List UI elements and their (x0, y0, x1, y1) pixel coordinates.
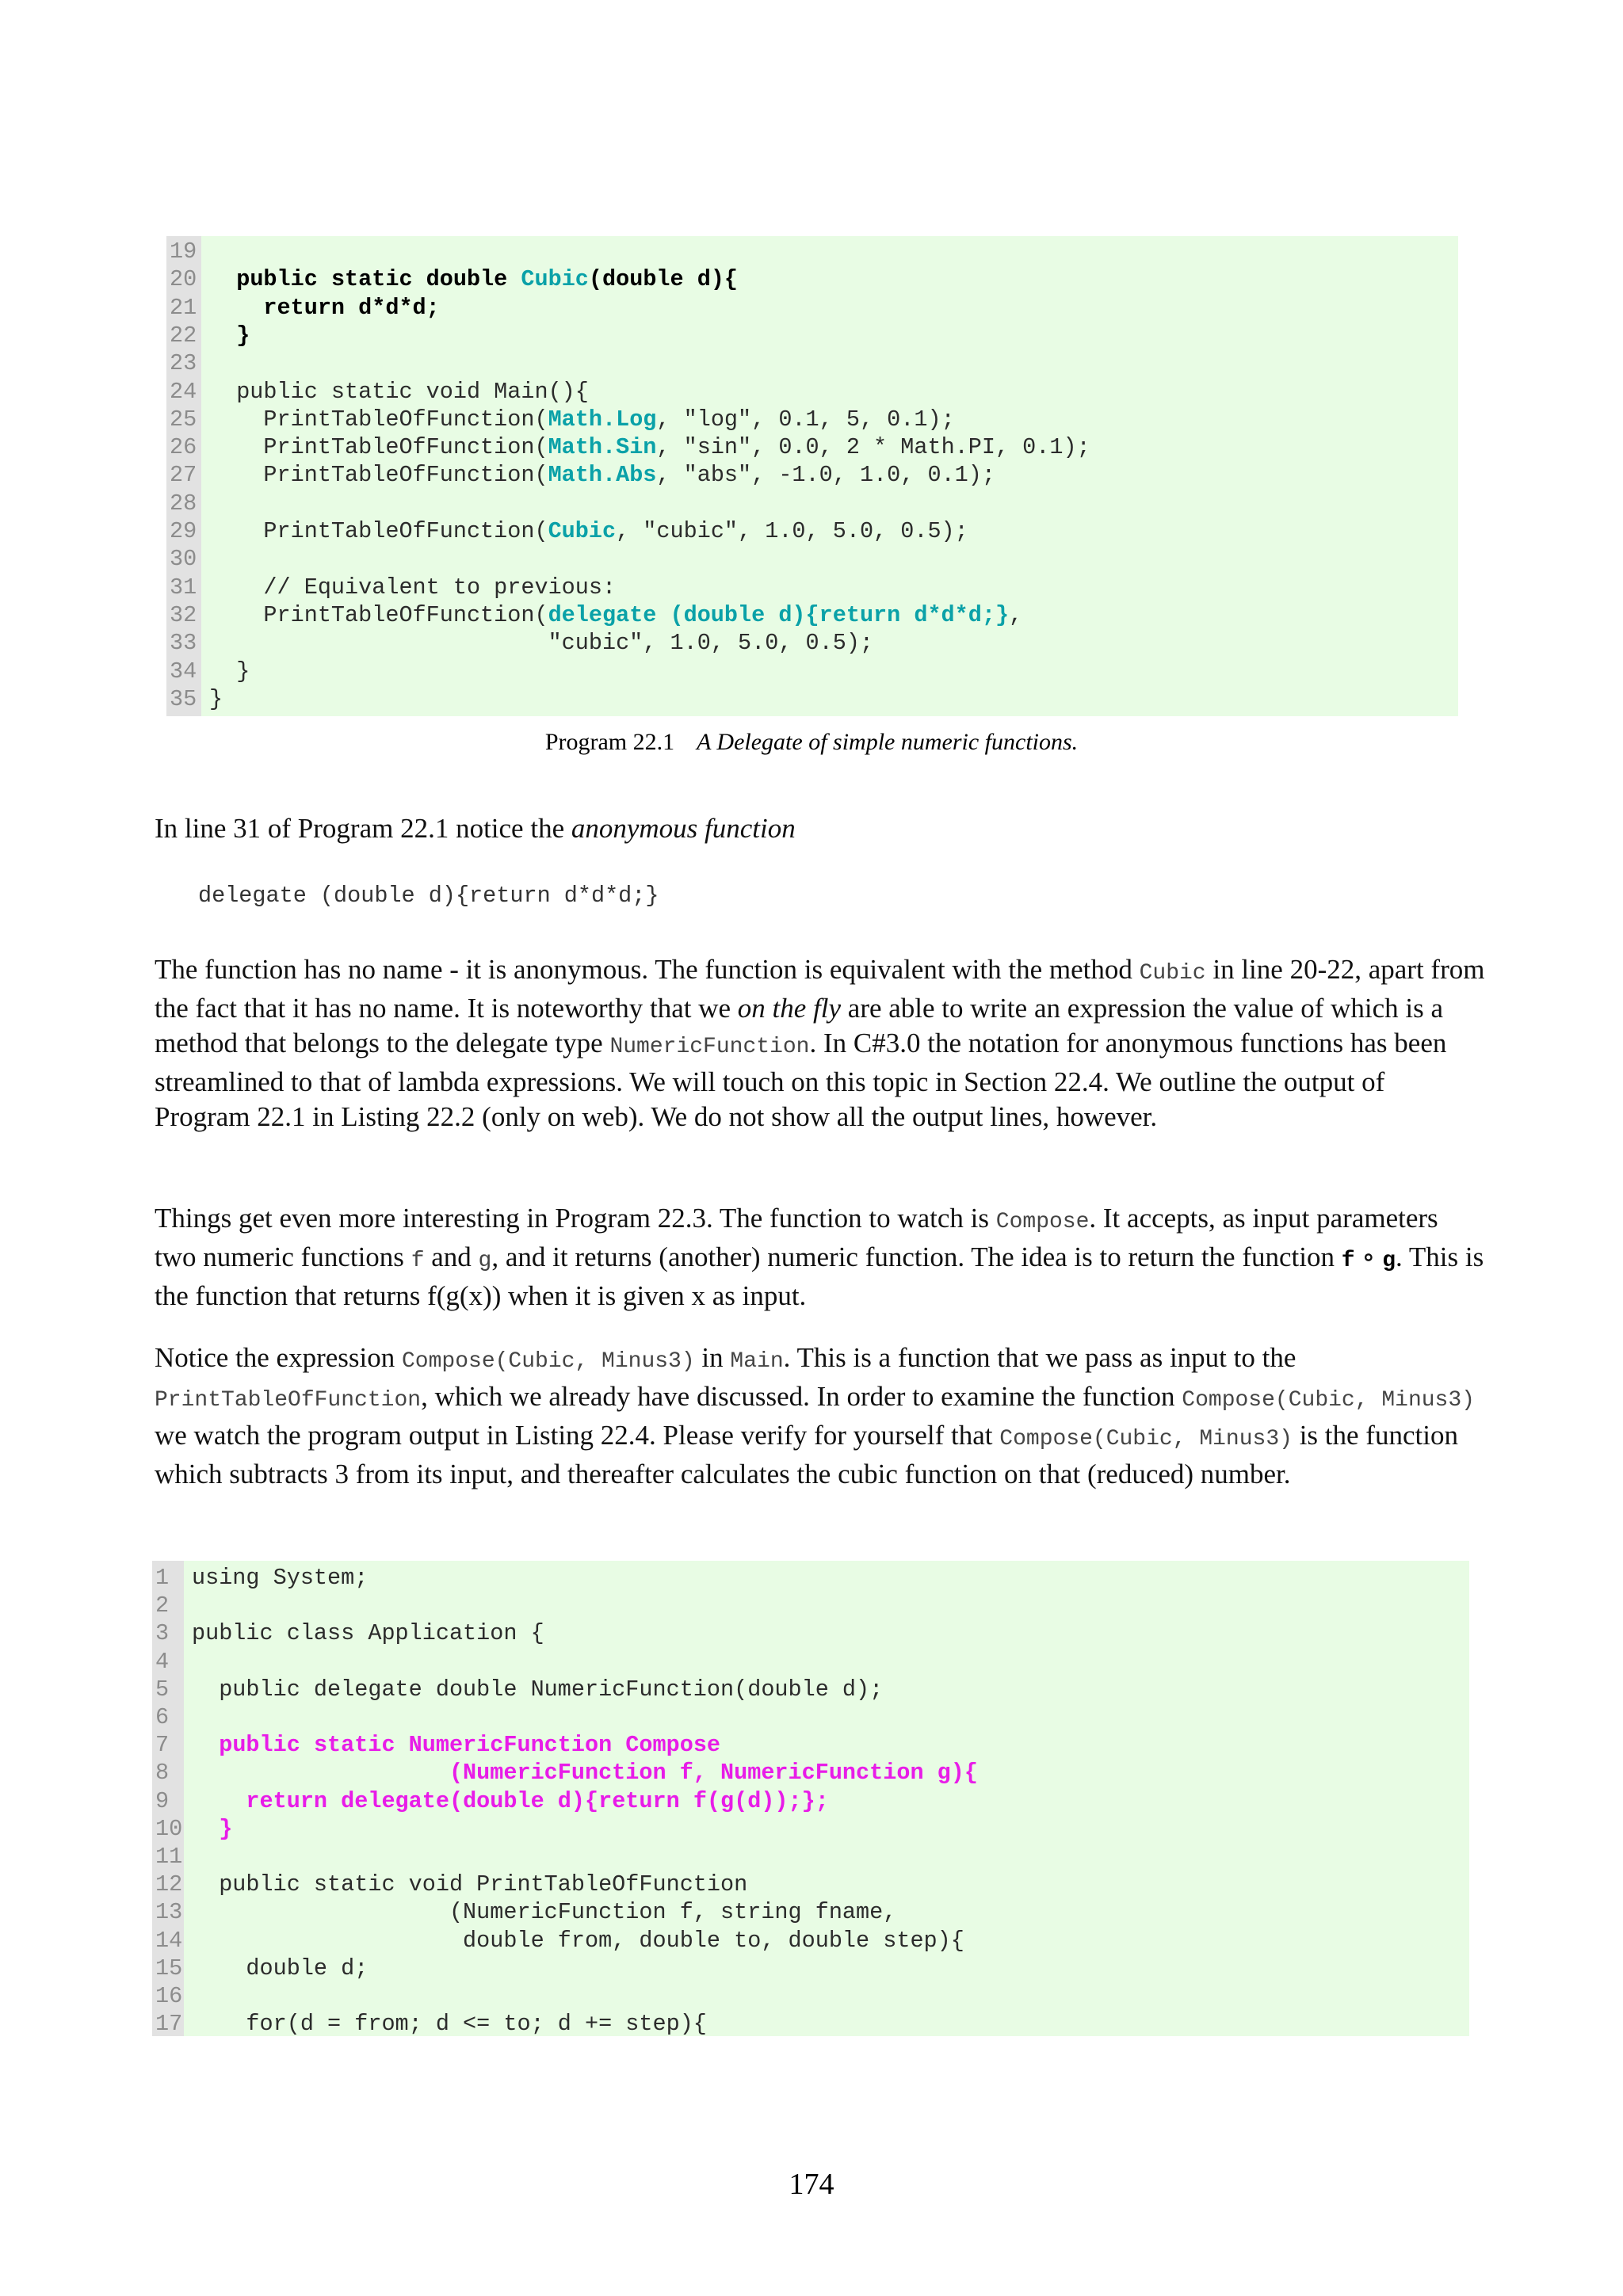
inline-code: Compose(Cubic, Minus3) (402, 1349, 695, 1374)
inline-code: PrintTableOfFunction (155, 1388, 422, 1413)
code-line (166, 461, 1458, 489)
code-text (192, 1759, 978, 1787)
inline-code-bold: g (1382, 1249, 1396, 1273)
text: Things get even more interesting in Program 22.3. The function to watch is (155, 1203, 996, 1234)
code-text (192, 1871, 747, 1898)
code-token: , "sin", 0.0, 2 * Math.PI, 0.1); (656, 434, 1090, 461)
code-listing-program-22-3 (152, 1561, 1469, 2036)
code-line (152, 1843, 1469, 1871)
code-line (166, 322, 1458, 349)
inline-code: g (478, 1249, 492, 1273)
inline-code-bold: f (1341, 1249, 1355, 1273)
line-number: 10 (155, 1815, 183, 1842)
code-token: return d*d*d; (263, 294, 440, 321)
code-text (192, 1619, 544, 1647)
code-token (209, 322, 236, 349)
text: we watch the program output in Listing 22.4. Please verify for yourself that (155, 1420, 1000, 1451)
code-line (152, 1759, 1469, 1787)
code-token: Math.Sin (548, 434, 657, 461)
line-number: 4 (155, 1648, 170, 1675)
code-token: , "log", 0.1, 5, 0.1); (656, 406, 955, 433)
code-text (209, 433, 1090, 461)
inline-code: Main (730, 1349, 784, 1374)
code-text (209, 517, 968, 545)
code-token: PrintTableOfFunction( (209, 462, 548, 489)
text: , and it returns (another) numeric function. The idea is to return the function (491, 1241, 1342, 1272)
code-line (152, 1619, 1469, 1647)
line-number: 9 (155, 1787, 170, 1814)
line-number: 35 (170, 685, 197, 712)
code-text (209, 461, 995, 489)
code-token: PrintTableOfFunction( (209, 406, 548, 433)
code-token: public class Application { (192, 1620, 544, 1647)
code-token: public static void Main(){ (209, 378, 589, 405)
code-line (166, 574, 1458, 601)
text: and (424, 1241, 479, 1272)
code-text (209, 406, 955, 433)
code-line (166, 545, 1458, 573)
line-number: 19 (170, 238, 197, 265)
code-token: , "cubic", 1.0, 5.0, 0.5); (616, 518, 968, 544)
code-text (192, 1898, 896, 1926)
line-number: 6 (155, 1704, 170, 1730)
text: . This is the function that returns f(g(x)) when it is given x as input. (155, 1241, 1484, 1311)
code-token: (NumericFunction f, NumericFunction g){ (449, 1760, 978, 1787)
italic-term: on the fly (737, 993, 842, 1024)
code-line (152, 1676, 1469, 1703)
code-token: public static NumericFunction Compose (219, 1732, 721, 1759)
code-token: } (219, 1815, 233, 1842)
code-token: } (209, 685, 223, 712)
code-token: } (236, 322, 250, 349)
code-text (209, 685, 223, 713)
code-token (209, 295, 263, 321)
code-token: public static double (236, 266, 521, 293)
line-number: 16 (155, 1983, 183, 2009)
text: In line 31 of Program 22.1 notice the (155, 813, 571, 844)
paragraph-compose-intro (155, 1201, 1486, 1314)
line-number: 32 (170, 601, 197, 628)
code-token: "cubic", 1.0, 5.0, 0.5); (209, 630, 874, 657)
inline-code: Compose(Cubic, Minus3) (1182, 1388, 1475, 1413)
line-number: 3 (155, 1620, 170, 1647)
code-text (192, 1927, 964, 1955)
code-line (152, 1815, 1469, 1843)
line-number: 33 (170, 630, 197, 657)
code-line (152, 1898, 1469, 1926)
line-number: 8 (155, 1760, 170, 1787)
code-token: double from, double to, double step){ (192, 1927, 964, 1954)
code-line (166, 601, 1458, 629)
line-number: 17 (155, 2011, 183, 2038)
code-text (192, 1676, 883, 1703)
code-token: , (1009, 601, 1023, 628)
code-line (152, 1955, 1469, 1982)
code-token: for(d = from; d <= to; d += step){ (192, 2011, 707, 2038)
line-number: 12 (155, 1871, 183, 1898)
line-number: 31 (170, 574, 197, 601)
code-line (152, 1648, 1469, 1676)
code-line (166, 378, 1458, 406)
code-text (209, 601, 1022, 629)
code-text (192, 1815, 232, 1843)
paragraph-anonymous-function-intro (155, 811, 1486, 846)
code-text (209, 294, 440, 322)
code-token: PrintTableOfFunction( (209, 601, 548, 628)
text: . In C#3.0 the notation for anonymous functions has been streamlined to that of lambda expressions. We will touch on this topic in Section 22.4. We outline the output of Program 22.1 in Listing 22.2 (only on web). We do not show all the output lines, however. (155, 1028, 1447, 1132)
code-line (166, 294, 1458, 322)
code-token: delegate (double d){return d*d*d;} (548, 601, 1010, 628)
code-line (152, 1592, 1469, 1619)
code-text (209, 322, 250, 349)
code-token: } (209, 658, 250, 685)
line-number: 27 (170, 462, 197, 489)
line-number: 24 (170, 378, 197, 405)
line-number: 14 (155, 1927, 183, 1954)
inline-code: Compose (995, 1210, 1090, 1234)
program-caption (0, 729, 1623, 756)
code-line (152, 1982, 1469, 2010)
paragraph-anonymous-explanation (155, 952, 1486, 1135)
code-text (209, 574, 616, 601)
code-text (209, 658, 250, 685)
page-number: 174 (789, 2168, 834, 2201)
code-text (192, 1731, 720, 1759)
code-line (152, 1731, 1469, 1759)
code-token: // Equivalent to previous: (209, 574, 617, 601)
caption-number: Program 22.1 (544, 729, 675, 755)
line-number: 1 (155, 1565, 170, 1591)
code-text (209, 629, 873, 657)
code-text (209, 265, 738, 293)
code-text (192, 2010, 707, 2038)
text: Notice the expression (155, 1342, 402, 1373)
line-number: 15 (155, 1955, 183, 1981)
code-token: PrintTableOfFunction( (209, 518, 548, 544)
line-number: 11 (155, 1844, 183, 1870)
text: The function has no name - it is anonymous. The function is equivalent with the method (155, 954, 1140, 985)
code-token: return delegate(double d){return f(g(d));}; (246, 1787, 829, 1814)
code-token: Math.Log (548, 406, 657, 433)
text: . It accepts, as input parameters two numeric functions (155, 1203, 1438, 1272)
code-token: Cubic (521, 266, 589, 293)
text: are able to write an expression the value of which is a method that belongs to the delegate type (155, 993, 1444, 1058)
line-number: 2 (155, 1592, 170, 1619)
text: in (694, 1342, 731, 1373)
code-line (152, 1787, 1469, 1815)
code-token (192, 1732, 219, 1758)
code-token (192, 1788, 246, 1814)
code-line (166, 433, 1458, 461)
code-line (152, 1927, 1469, 1955)
italic-term: anonymous function (571, 813, 796, 844)
code-token: double d; (192, 1955, 369, 1981)
code-token (209, 266, 236, 292)
text: . This is a function that we pass as input to the (783, 1342, 1296, 1373)
code-token: using System; (192, 1565, 369, 1591)
code-line (166, 349, 1458, 377)
code-token: (double d){ (588, 266, 739, 293)
code-token: , "abs", -1.0, 1.0, 0.1); (656, 462, 995, 489)
code-line (166, 685, 1458, 713)
code-token (192, 1816, 219, 1842)
inline-code: f (411, 1249, 425, 1273)
code-line (152, 1564, 1469, 1592)
code-token: PrintTableOfFunction( (209, 434, 548, 461)
line-number: 26 (170, 434, 197, 461)
code-line (166, 265, 1458, 293)
line-number: 13 (155, 1899, 183, 1926)
inline-code: NumericFunction (609, 1035, 810, 1059)
line-number: 25 (170, 406, 197, 433)
code-token: public delegate double NumericFunction(double d); (192, 1676, 884, 1703)
code-listing-program-22-1 (166, 236, 1458, 716)
code-token: (NumericFunction f, string fname, (192, 1899, 897, 1926)
code-line (166, 238, 1458, 265)
text: , which we already have discussed. In order to examine the function (421, 1381, 1182, 1412)
caption-title: A Delegate of simple numeric functions. (697, 729, 1079, 755)
code-token: Math.Abs (548, 462, 657, 489)
inline-code: Compose(Cubic, Minus3) (999, 1427, 1293, 1451)
code-token: Cubic (548, 518, 617, 544)
line-number: 7 (155, 1732, 170, 1759)
line-number: 22 (170, 322, 197, 349)
code-token: public static void PrintTableOfFunction (192, 1871, 748, 1898)
inline-code: Cubic (1139, 961, 1206, 986)
line-number: 21 (170, 294, 197, 321)
code-line (166, 517, 1458, 545)
line-number: 23 (170, 350, 197, 377)
code-line (166, 629, 1458, 657)
paragraph-compose-example (155, 1341, 1486, 1492)
code-text (209, 378, 589, 406)
text: in line 20-22, apart from the fact that it has no name. It is noteworthy that we (155, 954, 1485, 1024)
code-line (152, 1703, 1469, 1731)
line-number: 28 (170, 490, 197, 517)
code-text (192, 1564, 368, 1592)
code-line (152, 1871, 1469, 1898)
line-number: 5 (155, 1676, 170, 1703)
line-number: 20 (170, 266, 197, 293)
text: is the function which subtracts 3 from its input, and thereafter calculates the cubic function on that (reduced) number. (155, 1420, 1458, 1489)
code-token (192, 1760, 449, 1786)
code-line (166, 406, 1458, 433)
line-number: 34 (170, 658, 197, 685)
line-number: 29 (170, 518, 197, 544)
line-number: 30 (170, 546, 197, 573)
compose-operator: ∘ (1354, 1241, 1383, 1272)
code-text (192, 1955, 368, 1982)
code-line (152, 2010, 1469, 2038)
code-line (166, 490, 1458, 517)
code-snippet: delegate (double d){return d*d*d;} (198, 883, 659, 909)
code-line (166, 658, 1458, 685)
code-text (192, 1787, 829, 1815)
